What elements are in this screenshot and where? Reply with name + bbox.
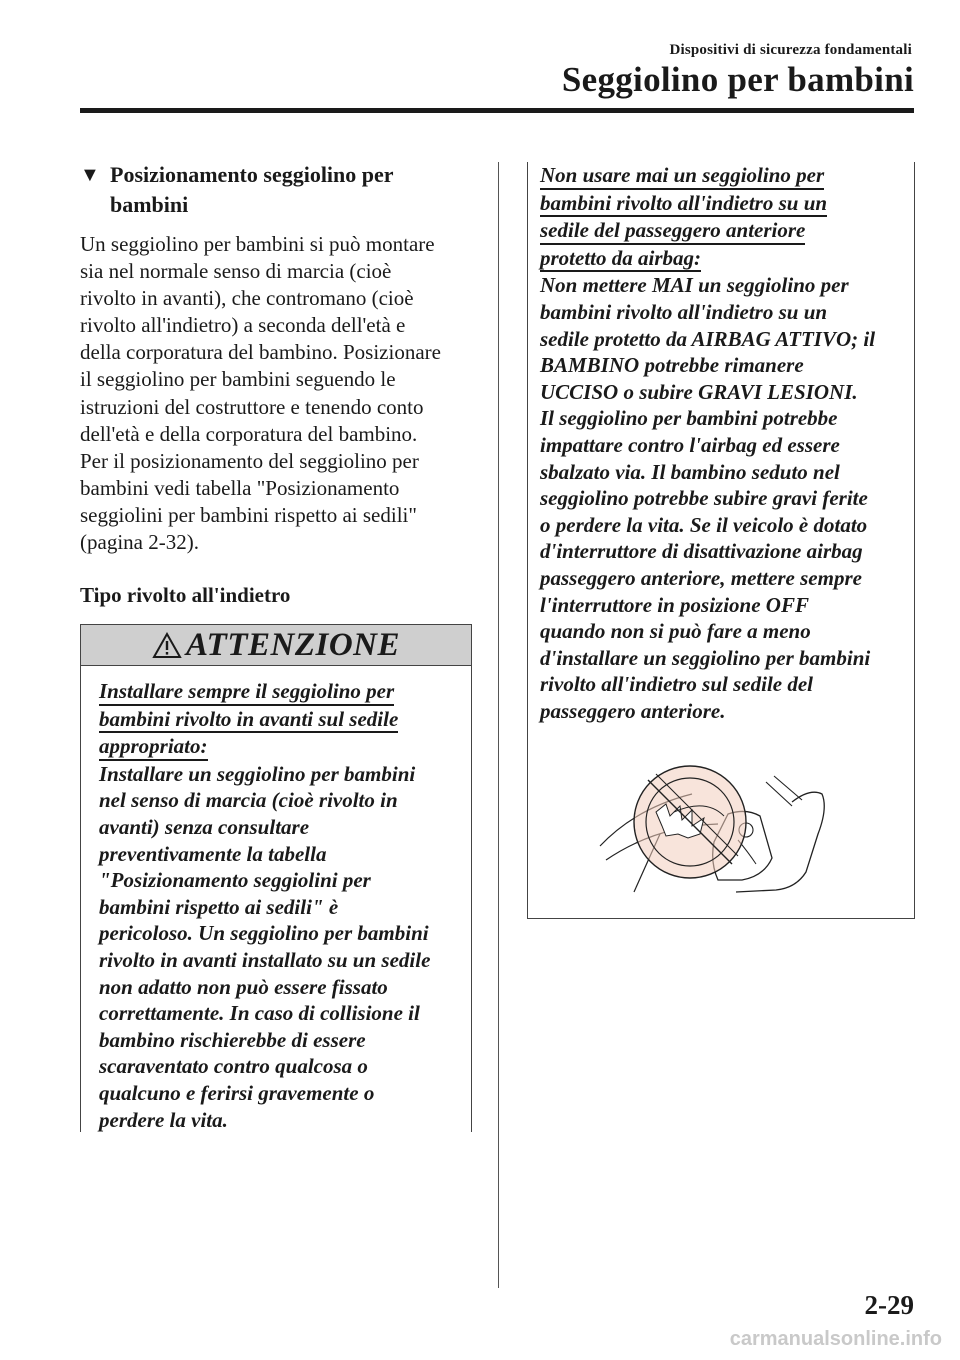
warning-body-line: impattare contro l'airbag ed essere: [540, 432, 840, 457]
header-section: Dispositivi di sicurezza fondamentali: [669, 42, 912, 58]
prohibited-rear-facing-seat-illustration: [596, 742, 836, 902]
left-column: [80, 160, 472, 609]
warning-banner: [81, 624, 471, 666]
body-line: seggiolini per bambini rispetto ai sedili": [80, 502, 417, 527]
warning-body-line: passeggero anteriore, mettere sempre: [540, 565, 862, 590]
triangle-bullet-icon: ▼: [80, 164, 100, 186]
warning-body-line: l'interruttore in posizione OFF: [540, 592, 809, 617]
warning-text: [540, 162, 910, 724]
warning-body-line: quando non si può fare a meno: [540, 619, 811, 644]
body-line: rivolto all'indietro) a seconda dell'età e: [80, 313, 406, 338]
warning-body-line: non adatto non può essere fissato: [99, 974, 388, 999]
body-line: Per il posizionamento del seggiolino per: [80, 448, 419, 473]
warning-body-line: perdere la vita.: [99, 1107, 228, 1132]
warning-body-line: pericoloso. Un seggiolino per bambini: [99, 921, 429, 946]
watermark: carmanualsonline.info: [729, 1328, 942, 1350]
warning-body-line: sbalzato via. Il bambino seduto nel: [540, 459, 840, 484]
body-line: (pagina 2-32).: [80, 530, 199, 555]
warning-body-line: preventivamente la tabella: [99, 841, 327, 866]
subheading: Tipo rivolto all'indietro: [80, 583, 291, 608]
body-line: Un seggiolino per bambini si può montare: [80, 232, 435, 256]
body-line: rivolto in avanti), che contromano (cioè: [80, 286, 414, 311]
body-line: della corporatura del bambino. Posizionare: [80, 340, 441, 365]
warning-headline-line: bambini rivolto in avanti sul sedile: [99, 707, 398, 734]
warning-headline-line: Installare sempre il seggiolino per: [99, 679, 394, 706]
warning-body-line: rivolto all'indietro sul sedile del: [540, 672, 813, 697]
warning-box-left: [80, 624, 472, 1132]
body-line: bambini vedi tabella "Posizionamento: [80, 475, 400, 500]
body-paragraph: [80, 231, 472, 556]
warning-body-line: Il seggiolino per bambini potrebbe: [540, 406, 838, 431]
body-line: sia nel normale senso di marcia (cioè: [80, 259, 392, 284]
section-heading-line: Posizionamento seggiolino per: [110, 162, 394, 187]
warning-body-line: Non mettere MAI un seggiolino per: [540, 273, 849, 298]
warning-body-line: rivolto in avanti installato su un sedile: [99, 947, 431, 972]
warning-body-line: qualcuno e ferirsi gravemente o: [99, 1080, 375, 1105]
warning-body-line: seggiolino potrebbe subire gravi ferite: [540, 486, 868, 511]
warning-headline-line: protetto da airbag:: [540, 246, 701, 273]
warning-body-line: correttamente. In caso di collisione il: [99, 1001, 420, 1026]
warning-body-line: d'interruttore di disattivazione airbag: [540, 539, 863, 564]
warning-headline-line: sedile del passeggero anteriore: [540, 218, 805, 245]
warning-title: ATTENZIONE: [185, 626, 401, 663]
column-divider: [498, 162, 499, 1288]
warning-headline-line: appropriato:: [99, 734, 208, 761]
warning-body-line: "Posizionamento seggiolini per: [99, 868, 371, 893]
warning-body-line: avanti) senza consultare: [99, 814, 310, 839]
warning-body-line: sedile protetto da AIRBAG ATTIVO; il: [540, 326, 876, 351]
warning-body-line: d'installare un seggiolino per bambini: [540, 645, 871, 670]
warning-body-line: o perdere la vita. Se il veicolo è dotato: [540, 512, 868, 537]
page-number: 2-29: [864, 1290, 914, 1320]
warning-headline-line: Non usare mai un seggiolino per: [540, 163, 824, 190]
body-line: dell'età e della corporatura del bambino.: [80, 421, 418, 446]
warning-body-line: UCCISO o subire GRAVI LESIONI.: [540, 379, 858, 404]
section-heading: [80, 160, 472, 220]
warning-body-line: bambino rischierebbe di essere: [99, 1027, 366, 1052]
warning-triangle-icon: [152, 632, 182, 659]
warning-headline-line: bambini rivolto all'indietro su un: [540, 191, 827, 218]
header-rule: [80, 108, 914, 113]
warning-body-line: BAMBINO potrebbe rimanere: [540, 353, 804, 378]
body-line: istruzioni del costruttore e tenendo conto: [80, 394, 424, 419]
section-heading-line: bambini: [110, 192, 189, 217]
warning-box-right: [527, 162, 915, 919]
warning-body-line: nel senso di marcia (cioè rivolto in: [99, 788, 398, 813]
warning-body-line: Installare un seggiolino per bambini: [99, 761, 416, 786]
warning-body-line: bambini rivolto all'indietro su un: [540, 299, 828, 324]
warning-body-line: bambini rispetto ai sedili" è: [99, 894, 339, 919]
body-line: il seggiolino per bambini seguendo le: [80, 367, 396, 392]
warning-body-line: scaraventato contro qualcosa o: [99, 1054, 368, 1079]
warning-body-line: passeggero anteriore.: [540, 698, 726, 723]
warning-text: [99, 678, 461, 1133]
page-title: Seggiolino per bambini: [561, 60, 914, 99]
